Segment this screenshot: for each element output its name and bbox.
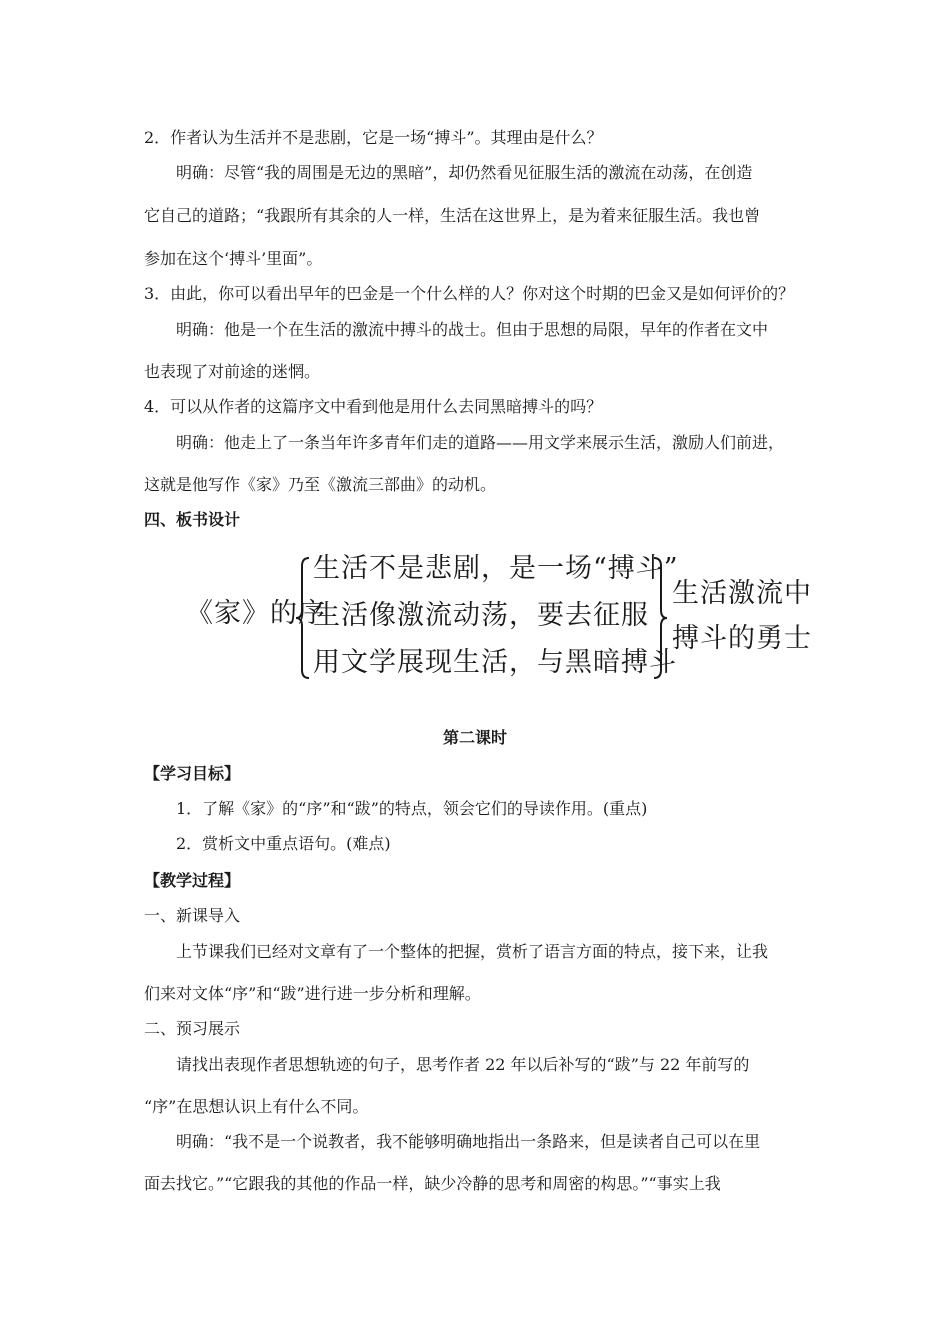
answer-2-line-2: 它自己的道路；“我跟所有其余的人一样，生活在这世界上，是为着来征服生活。我也曾 (144, 206, 761, 225)
question-3: 3．由此，你可以看出早年的巴金是一个什么样的人？你对这个时期的巴金又是如何评价的？ (144, 284, 795, 303)
goal-1: 1．了解《家》的“序”和“跋”的特点，领会它们的导读作用。(重点) (176, 799, 648, 818)
goal-2: 2．赏析文中重点语句。(难点) (176, 834, 391, 853)
part-2-line-2: “序”在思想认识上有什么不同。 (144, 1097, 369, 1116)
part-1-heading: 一、新课导入 (144, 906, 241, 925)
answer-3-line-2: 也表现了对前途的迷惘。 (144, 362, 321, 381)
process-heading: 【教学过程】 (144, 871, 241, 890)
section-4-heading: 四、板书设计 (144, 510, 241, 529)
answer-2-line-3: 参加在这个‘搏斗’里面”。 (144, 249, 323, 268)
part-1-line-1: 上节课我们已经对文章有了一个整体的把握，赏析了语言方面的特点，接下来，让我 (176, 942, 769, 961)
part-2-line-1: 请找出表现作者思想轨迹的句子，思考作者 22 年以后补写的“跋”与 22 年前写的 (176, 1055, 750, 1074)
part-2-line-4: 面去找它。”“它跟我的其他的作品一样，缺少冷静的思考和周密的构思。”“事实上我 (144, 1174, 721, 1193)
board-left-label: 《家》的序 (186, 598, 326, 629)
answer-3-line-1: 明确：他是一个在生活的激流中搏斗的战士。但由于思想的局限，早年的作者在文中 (176, 320, 769, 339)
answer-4-line-2: 这就是他写作《家》乃至《激流三部曲》的动机。 (144, 475, 497, 494)
part-1-line-2: 们来对文体“序”和“跋”进行进一步分析和理解。 (144, 984, 481, 1003)
question-2: 2．作者认为生活并不是悲剧，它是一场“搏斗”。其理由是什么？ (144, 128, 603, 147)
left-brace-icon (295, 556, 311, 680)
question-4: 4．可以从作者的这篇序文中看到他是用什么去同黑暗搏斗的吗？ (144, 397, 603, 416)
board-item-2: 生活像激流动荡，要去征服 (313, 600, 649, 631)
lesson-2-title: 第二课时 (442, 728, 507, 747)
answer-4-line-1: 明确：他走上了一条当年许多青年们走的道路——用文学来展示生活，激励人们前进， (176, 433, 785, 452)
right-brace-icon (652, 556, 668, 680)
answer-2-line-1: 明确：尽管“我的周围是无边的黑暗”，却仍然看见征服生活的激流在动荡，在创造 (176, 163, 753, 182)
board-right-line-1: 生活激流中 (672, 578, 812, 609)
part-2-heading: 二、预习展示 (144, 1019, 241, 1038)
board-right-line-2: 搏斗的勇士 (672, 623, 812, 654)
board-item-1: 生活不是悲剧，是一场“搏斗” (313, 553, 679, 584)
board-item-3: 用文学展现生活，与黑暗搏斗 (313, 647, 677, 678)
part-2-line-3: 明确：“我不是一个说教者，我不能够明确地指出一条路来，但是读者自己可以在里 (176, 1132, 761, 1151)
goals-heading: 【学习目标】 (144, 764, 241, 783)
